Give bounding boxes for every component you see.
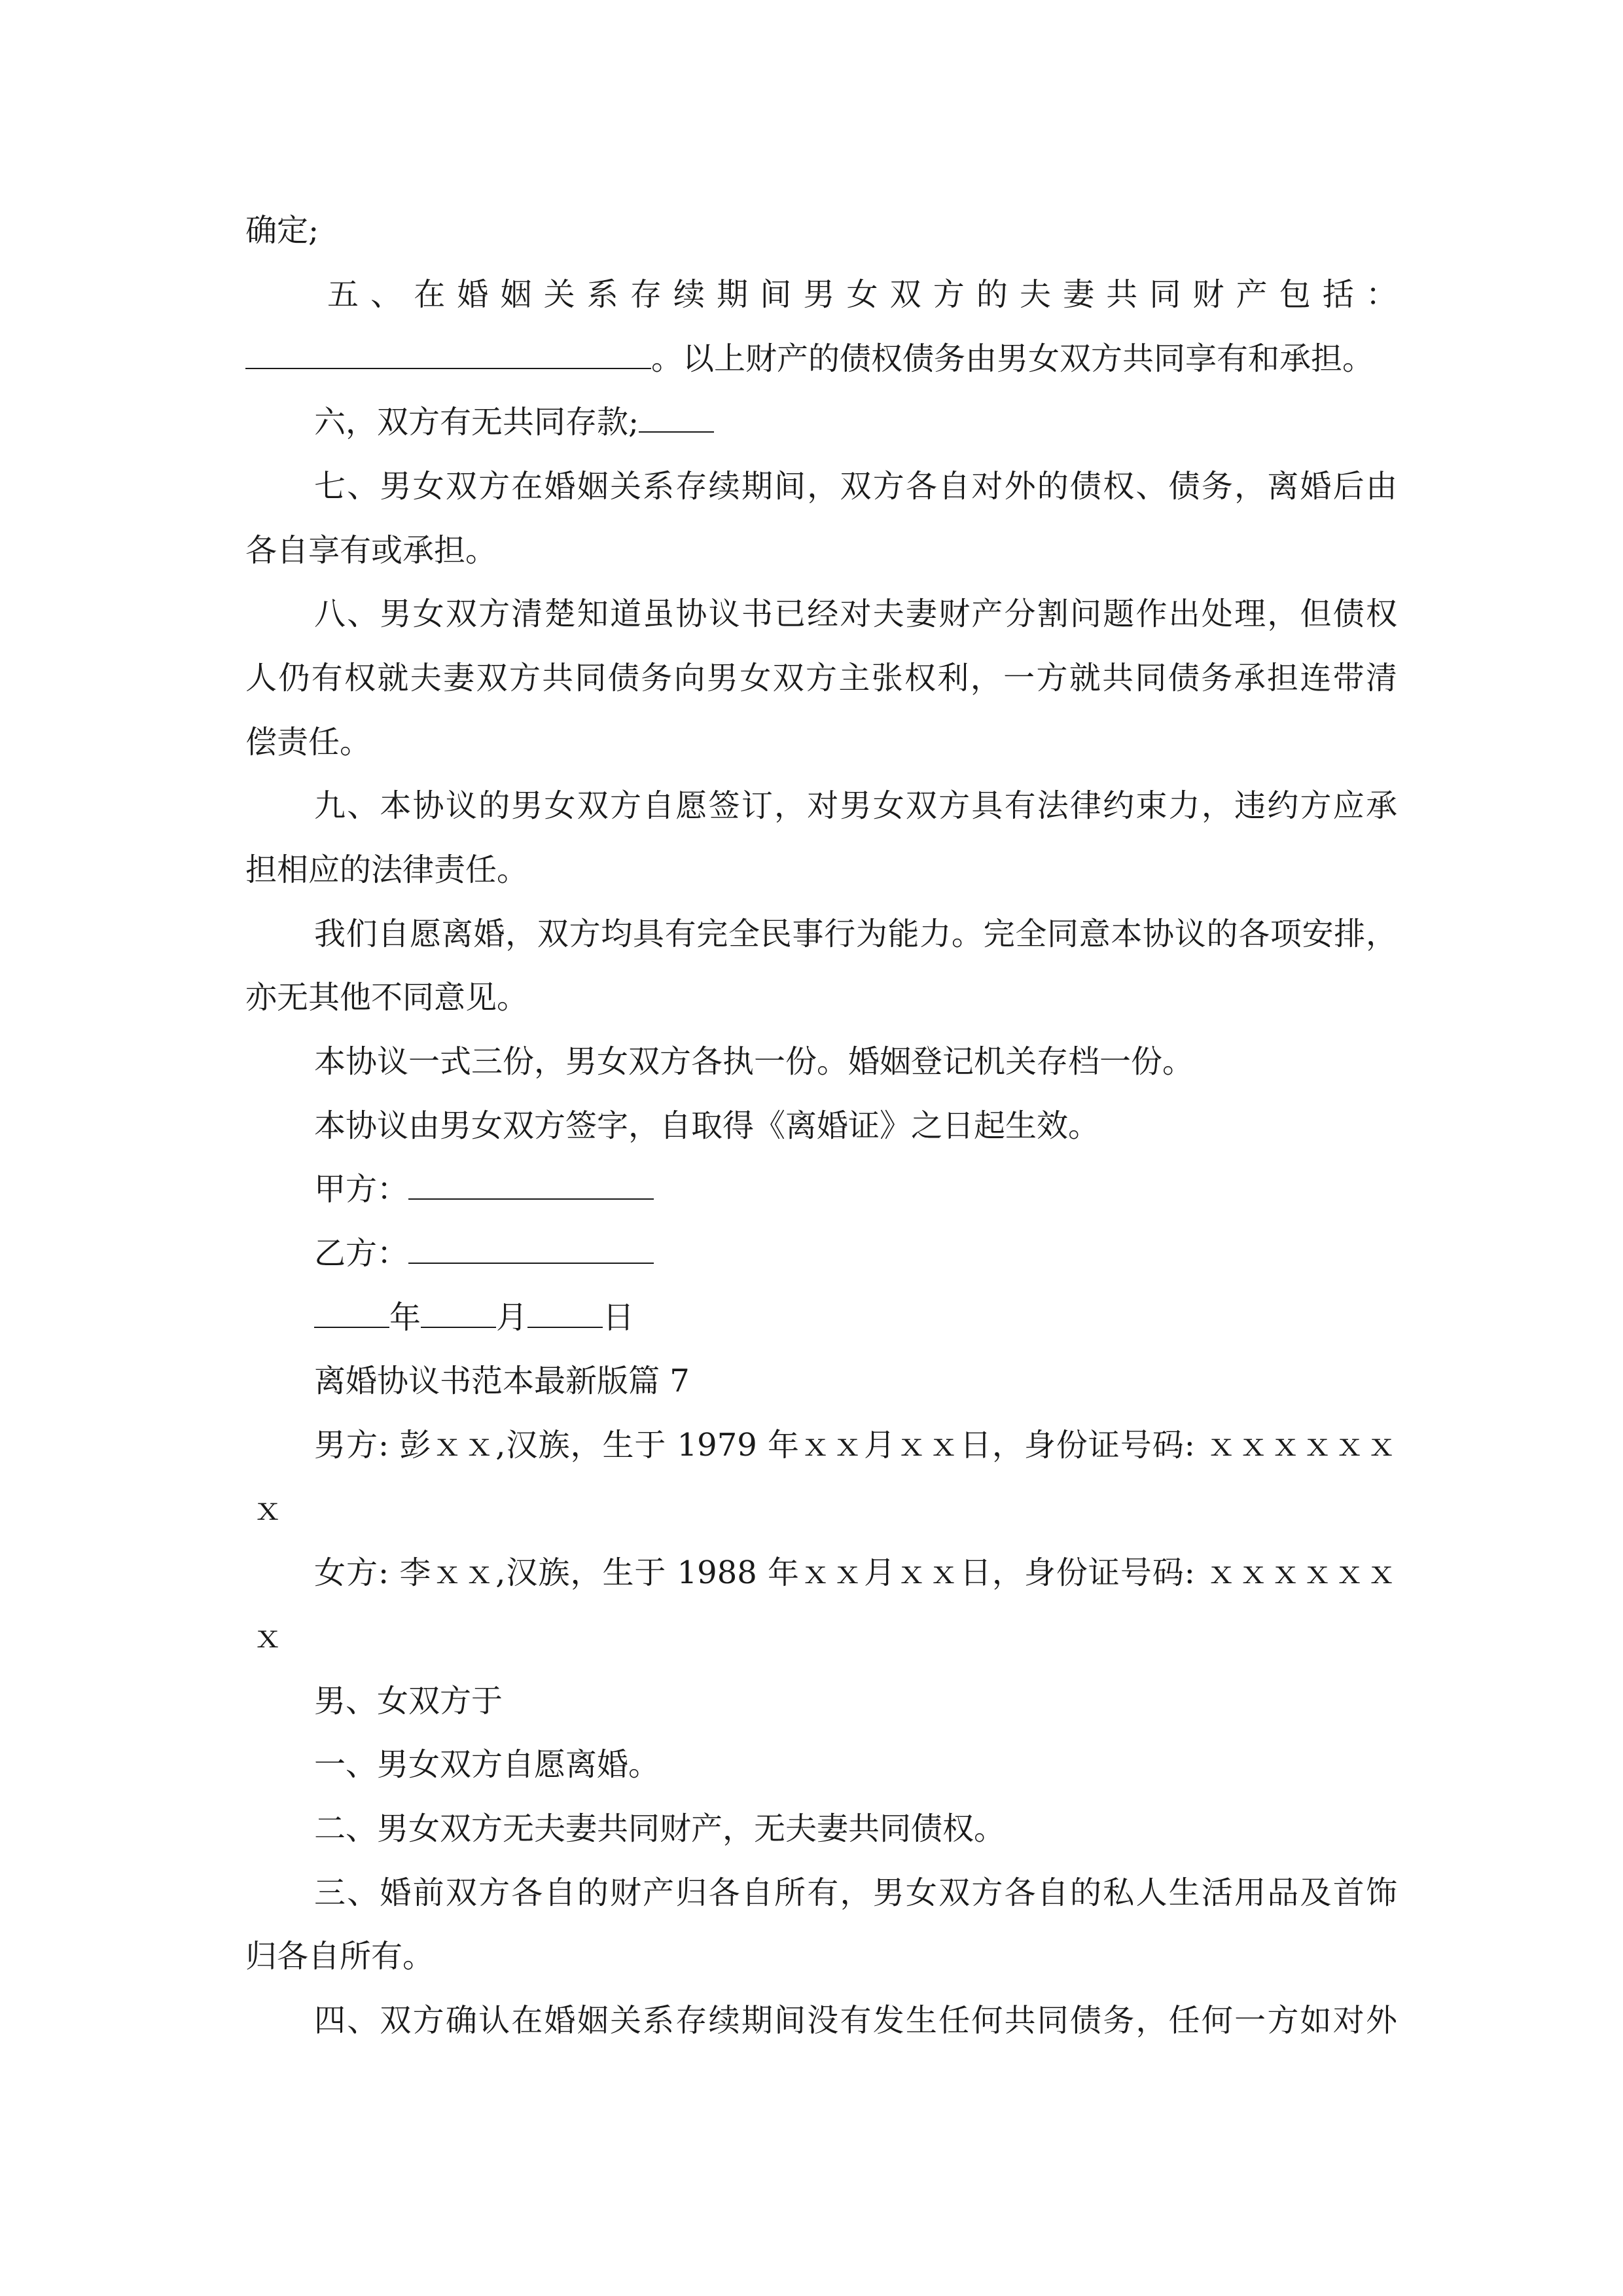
text-line: 偿责任。 <box>245 724 372 761</box>
clause-8: 八、男女双方清楚知道虽协议书已经对夫妻财产分割问题作出处理，但债权 <box>314 596 1397 632</box>
blank-field <box>527 1299 603 1328</box>
blank-field <box>245 340 651 369</box>
text-line: 我们自愿离婚，双方均具有完全民事行为能力。完全同意本协议的各项安排， <box>314 916 1397 952</box>
female-party-info: 女方: 李ｘｘ,汉族，生于 1988 年ｘｘ月ｘｘ日，身份证号码: ｘｘｘｘｘｘ <box>314 1554 1397 1591</box>
date-line <box>314 1298 1397 1337</box>
clause-9: 九、本协议的男女双方自愿签订，对男女双方具有法律约束力，违约方应承 <box>314 787 1397 824</box>
text-line: 本协议一式三份，男女双方各执一份。婚姻登记机关存档一份。 <box>314 1043 1194 1080</box>
blank-field <box>314 1299 389 1328</box>
text-span: 日 <box>603 1299 635 1336</box>
text-span: 月 <box>496 1299 528 1336</box>
text-line: 人仍有权就夫妻双方共同债务向男女双方主张权利，一方就共同债务承担连带清 <box>245 660 1397 696</box>
clause-1: 一、男女双方自愿离婚。 <box>314 1746 660 1783</box>
party-a-signature <box>314 1170 1397 1209</box>
party-b-signature <box>314 1234 1397 1273</box>
text-span: 甲方： <box>314 1171 409 1208</box>
blank-field <box>408 1235 654 1264</box>
blank-field <box>408 1171 654 1200</box>
clause-5: 五、在婚姻关系存续期间男女双方的夫妻共同财产包括： <box>327 276 1397 313</box>
clause-4: 四、双方确认在婚姻关系存续期间没有发生任何共同债务，任何一方如对外 <box>314 2002 1397 2039</box>
section-heading: 离婚协议书范本最新版篇 7 <box>314 1363 690 1399</box>
blank-field <box>421 1299 496 1328</box>
text-line: 男、女双方于 <box>314 1683 503 1719</box>
text-span: 六，双方有无共同存款; <box>314 404 639 440</box>
text-line: 归各自所有。 <box>245 1938 435 1975</box>
clause-6 <box>314 403 1397 442</box>
male-party-info: 男方: 彭ｘｘ,汉族，生于 1979 年ｘｘ月ｘｘ日，身份证号码: ｘｘｘｘｘｘ <box>314 1427 1397 1463</box>
text-span: 年 <box>389 1299 421 1336</box>
text-line: ｘ <box>252 1619 284 1655</box>
text-line: 担相应的法律责任。 <box>245 852 529 888</box>
text-line: ｘ <box>252 1491 284 1528</box>
text-line: 确定; <box>245 212 319 249</box>
text-span: 。以上财产的债权债务由男女双方共同享有和承担。 <box>651 340 1374 377</box>
text-line: 亦无其他不同意见。 <box>245 979 529 1016</box>
blank-field <box>639 404 714 433</box>
text-line: 本协议由男女双方签字，自取得《离婚证》之日起生效。 <box>314 1107 1100 1144</box>
text-line <box>245 339 1397 378</box>
clause-2: 二、男女双方无夫妻共同财产，无夫妻共同债权。 <box>314 1810 1006 1847</box>
clause-3: 三、婚前双方各自的财产归各自所有，男女双方各自的私人生活用品及首饰 <box>314 1874 1397 1911</box>
text-span: 乙方： <box>314 1235 409 1272</box>
text-line: 各自享有或承担。 <box>245 532 497 569</box>
clause-7: 七、男女双方在婚姻关系存续期间，双方各自对外的债权、债务，离婚后由 <box>314 468 1397 505</box>
